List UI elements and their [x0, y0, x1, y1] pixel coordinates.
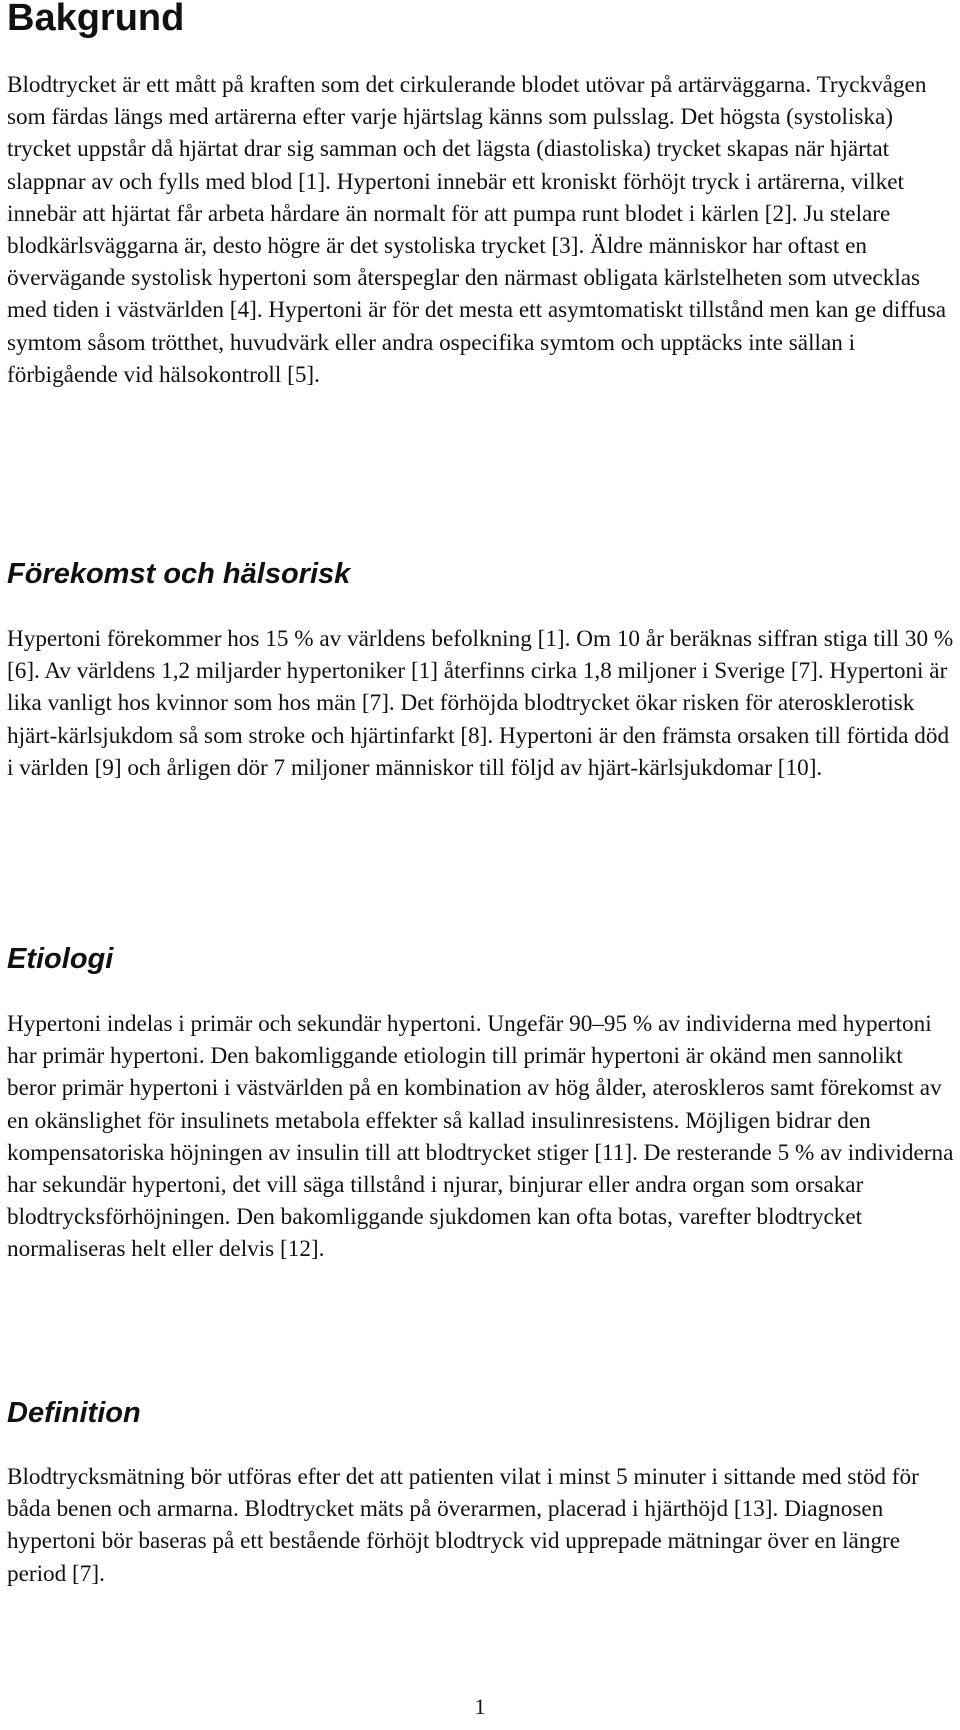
section-heading-definition: Definition — [7, 1397, 141, 1429]
section-paragraph-forekomst: Hypertoni förekommer hos 15 % av världens befolkning [1]. Om 10 år beräknas siffran stiga till 30 % [6]. Av världens 1,2 miljarder hypertoniker [1] återfinns cirka 1,8 miljoner i Sverige [7]. Hypertoni är lika vanligt hos kvinnor som hos män [7]. Det förhöjda blodtrycket ökar risken för aterosklerotisk hjärt-kärlsjukdom så som stroke och hjärtinfarkt [8]. Hypertoni är den främsta orsaken till förtida död i världen [9] och årligen dör 7 miljoner människor till följd av hjärt-kärlsjukdomar [10]. — [7, 626, 954, 781]
section-paragraph-definition: Blodtrycksmätning bör utföras efter det att patienten vilat i minst 5 minuter i sittande med stöd för båda benen och armarna. Blodtrycket mäts på överarmen, placerad i hjärthöjd [13]. Diagnosen hypertoni bör baseras på ett bestående förhöjt blodtryck vid upprepade mätningar över en längre period [7]. — [7, 1464, 919, 1587]
section-heading-forekomst: Förekomst och hälsorisk — [7, 558, 351, 590]
section-heading-etiologi: Etiologi — [7, 943, 114, 975]
intro-paragraph: Blodtrycket är ett mått på kraften som det cirkulerande blodet utövar på artärväggarna. Tryckvågen som färdas längs med artärerna efter varje hjärtslag känns som pulsslag. Det högsta (systoliska) trycket uppstår då hjärtat drar sig samman och det lägsta (diastoliska) trycket skapas när hjärtat slappnar av och fylls med blod [1]. Hypertoni innebär ett kroniskt förhöjt tryck i artärerna, vilket innebär att hjärtat får arbeta hårdare än normalt för att pumpa runt blodet i kärlen [2]. Ju stelare blodkärlsväggarna är, desto högre är det systoliska trycket [3]. Äldre människor har oftast en övervägande systolisk hypertoni som återspeglar den närmast obligata kärlstelheten som utvecklas med tiden i västvärlden [4]. Hypertoni är för det mesta ett asymtomatiskt tillstånd men kan ge diffusa symtom såsom trötthet, huvudvärk eller andra ospecifika symtom och upptäcks inte sällan i förbigående vid hälsokontroll [5]. — [7, 72, 947, 388]
page-title: Bakgrund — [7, 0, 185, 39]
page-number: 1 — [474, 1694, 486, 1719]
section-paragraph-etiologi: Hypertoni indelas i primär och sekundär hypertoni. Ungefär 90–95 % av individerna med hypertoni har primär hypertoni. Den bakomliggande etiologin till primär hypertoni är okänd men sannolikt beror primär hypertoni i västvärlden på en kombination av hög ålder, ateroskleros samt förekomst av en okänslighet för insulinets metabola effekter så kallad insulinresistens. Möjligen bidrar den kompensatoriska höjningen av insulin till att blodtrycket stiger [11]. De resterande 5 % av individerna har sekundär hypertoni, det vill säga tillstånd i njurar, binjurar eller andra organ som orsakar blodtrycksförhöjningen. Den bakomliggande sjukdomen kan ofta botas, varefter blodtrycket normaliseras helt eller delvis [12]. — [7, 1011, 954, 1263]
